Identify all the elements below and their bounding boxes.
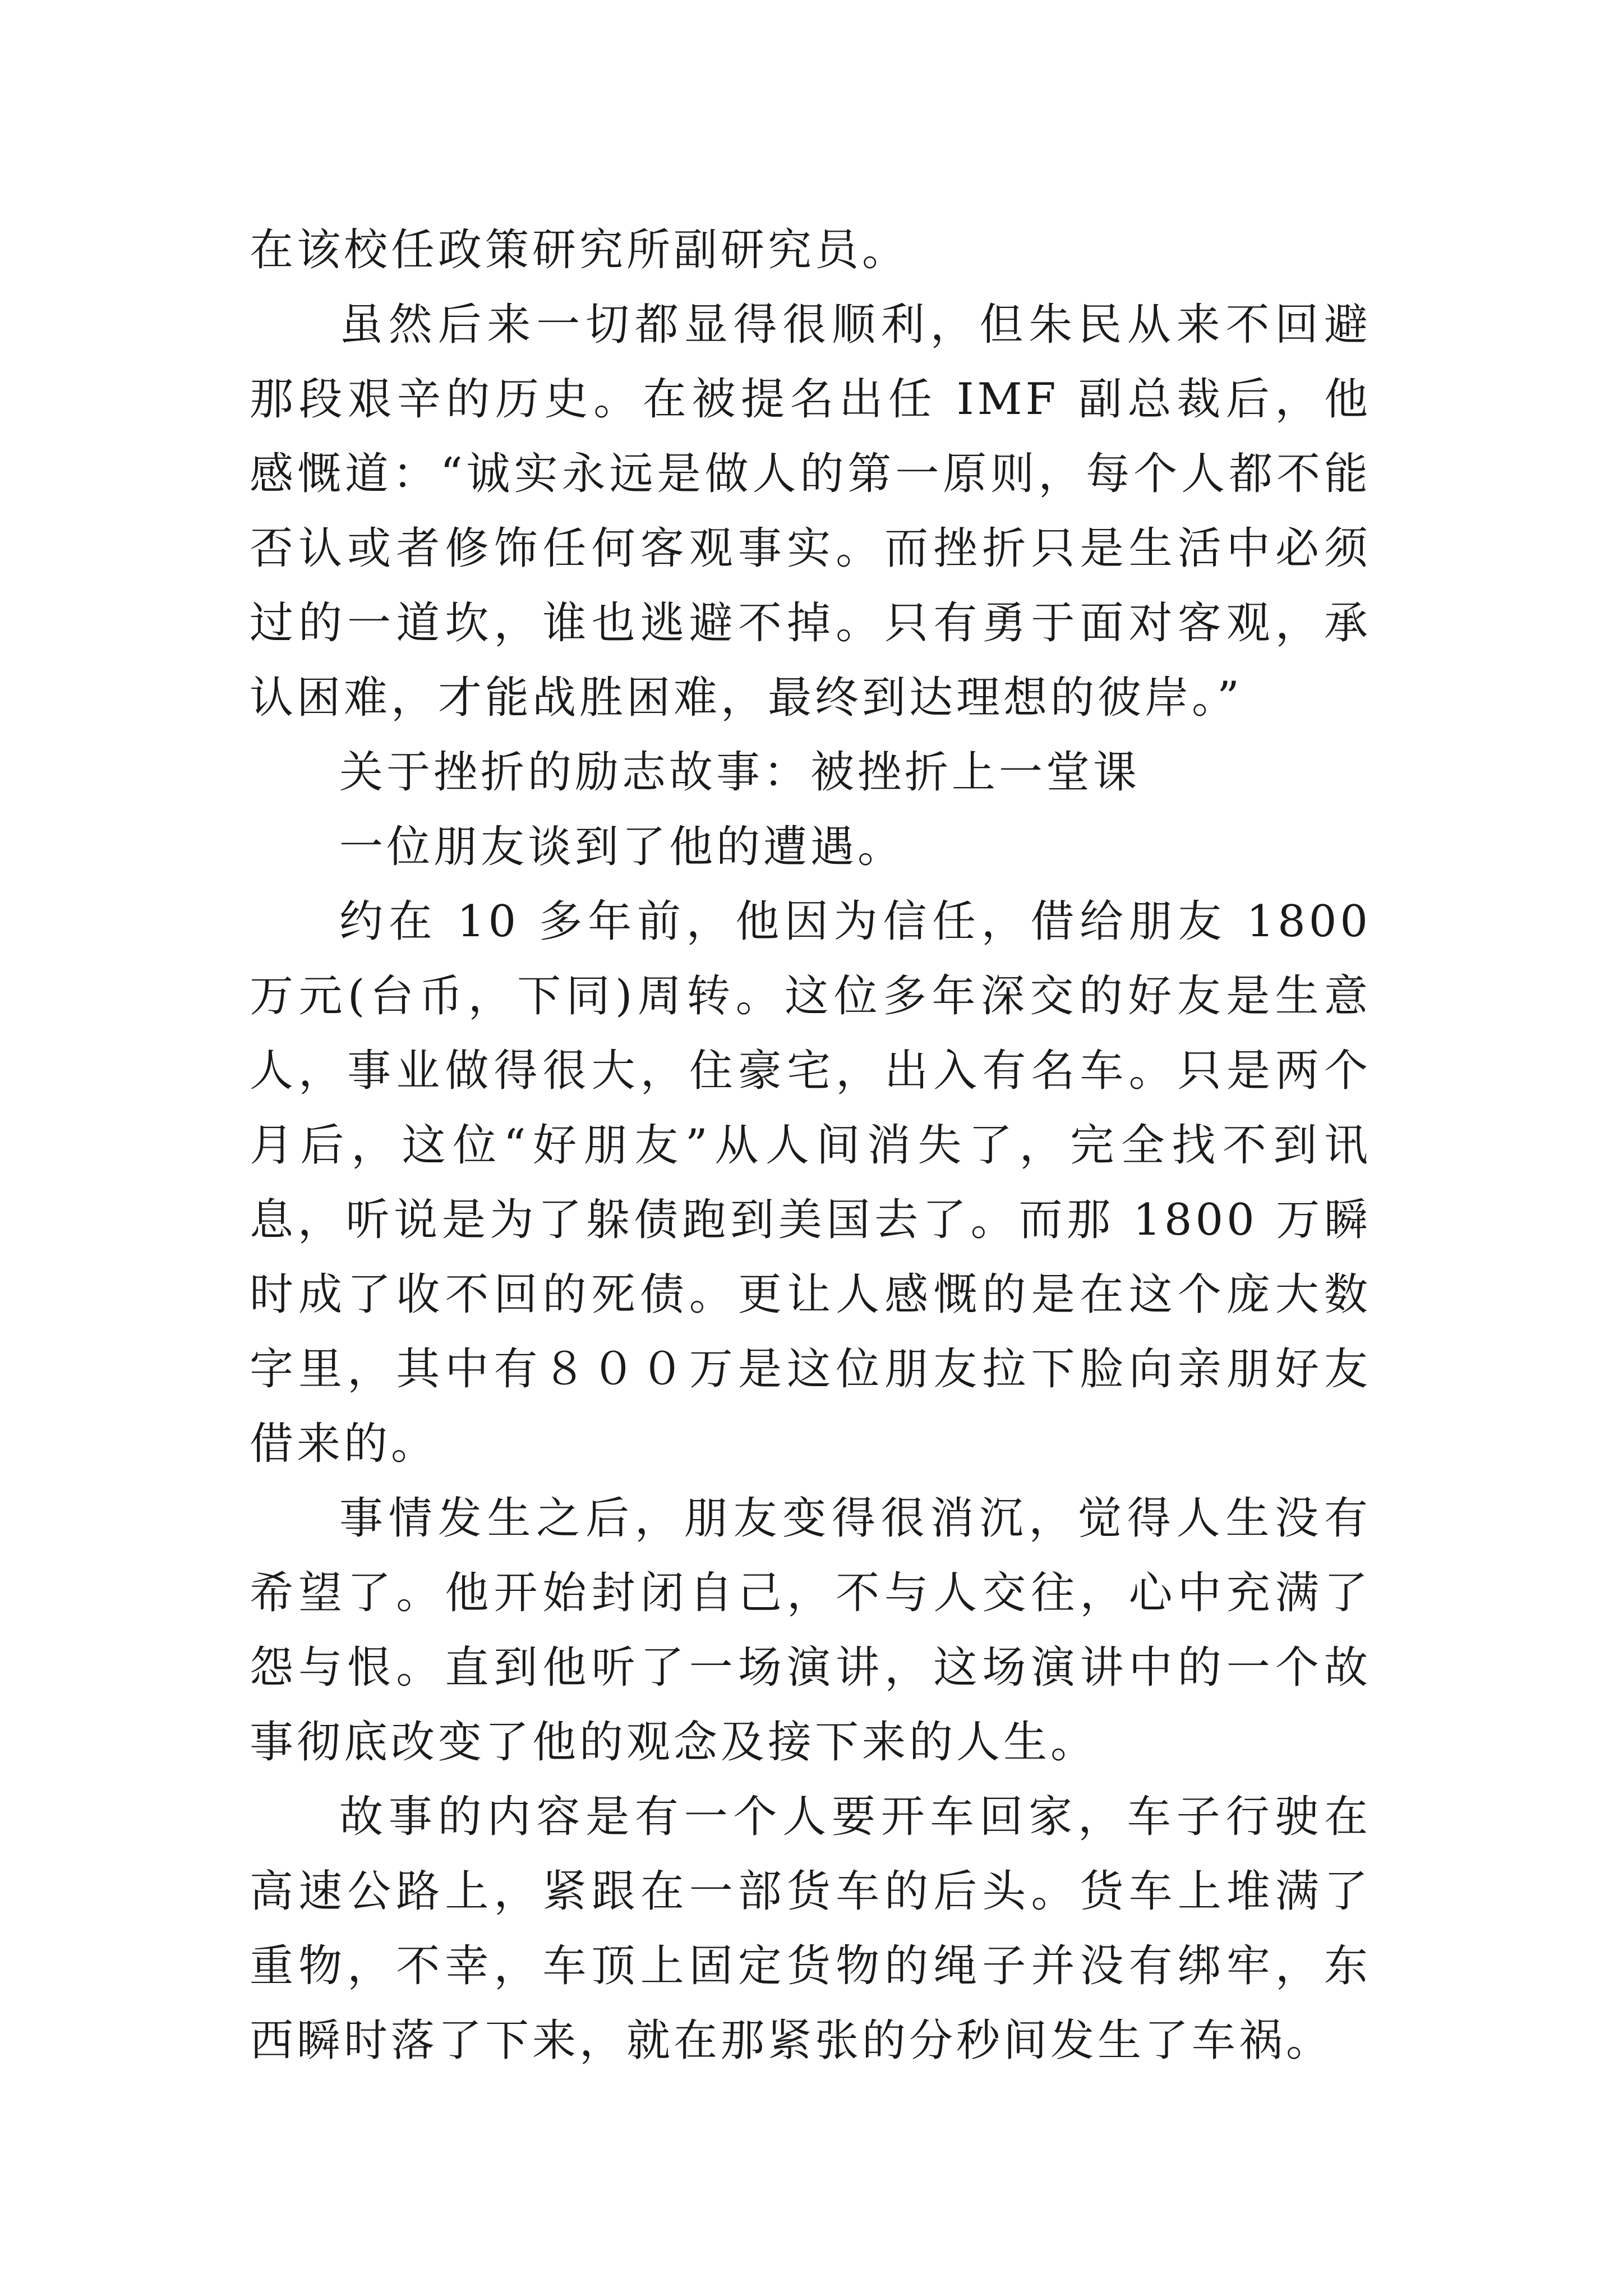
- paragraph: 一位朋友谈到了他的遭遇。: [339, 822, 905, 872]
- paragraph: 故事的内容是有一个人要开车回家，车子行驶在高速公路上，紧跟在一部货车的后头。货车上堆满了重物，不幸，车顶上固定货物的绳子并没有绑牢，东西瞬时落了下来，就在那紧张的分秒间发生了车祸。: [250, 1792, 1371, 2066]
- document-body: [250, 213, 1371, 2078]
- paragraph: 约在 10 多年前，他因为信任，借给朋友 1800 万元(台币，下同)周转。这位多年深交的好友是生意人，事业做得很大，住豪宅，出入有名车。只是两个月后，这位“好朋友”从人间消失了，完全找不到讯息，听说是为了躲债跑到美国去了。而那 1800 万瞬时成了收不回的死债。更让人感慨的是在这个庞大数字里，其中有８００万是这位朋友拉下脸向亲朋好友借来的。: [250, 896, 1371, 1469]
- section-heading: 关于挫折的励志故事：被挫折上一堂课: [339, 747, 1141, 798]
- paragraph: 虽然后来一切都显得很顺利，但朱民从来不回避那段艰辛的历史。在被提名出任 IMF 副总裁后，他感慨道：“诚实永远是做人的第一原则，每个人都不能否认或者修饰任何客观事实。而挫折只是生活中必须过的一道坎，谁也逃避不掉。只有勇于面对客观，承认困难，才能战胜困难，最终到达理想的彼岸。”: [250, 300, 1371, 723]
- paragraph: 事情发生之后，朋友变得很消沉，觉得人生没有希望了。他开始封闭自己，不与人交往，心中充满了怨与恨。直到他听了一场演讲，这场演讲中的一个故事彻底改变了他的观念及接下来的人生。: [250, 1493, 1371, 1768]
- paragraph: 在该校任政策研究所副研究员。: [250, 225, 910, 275]
